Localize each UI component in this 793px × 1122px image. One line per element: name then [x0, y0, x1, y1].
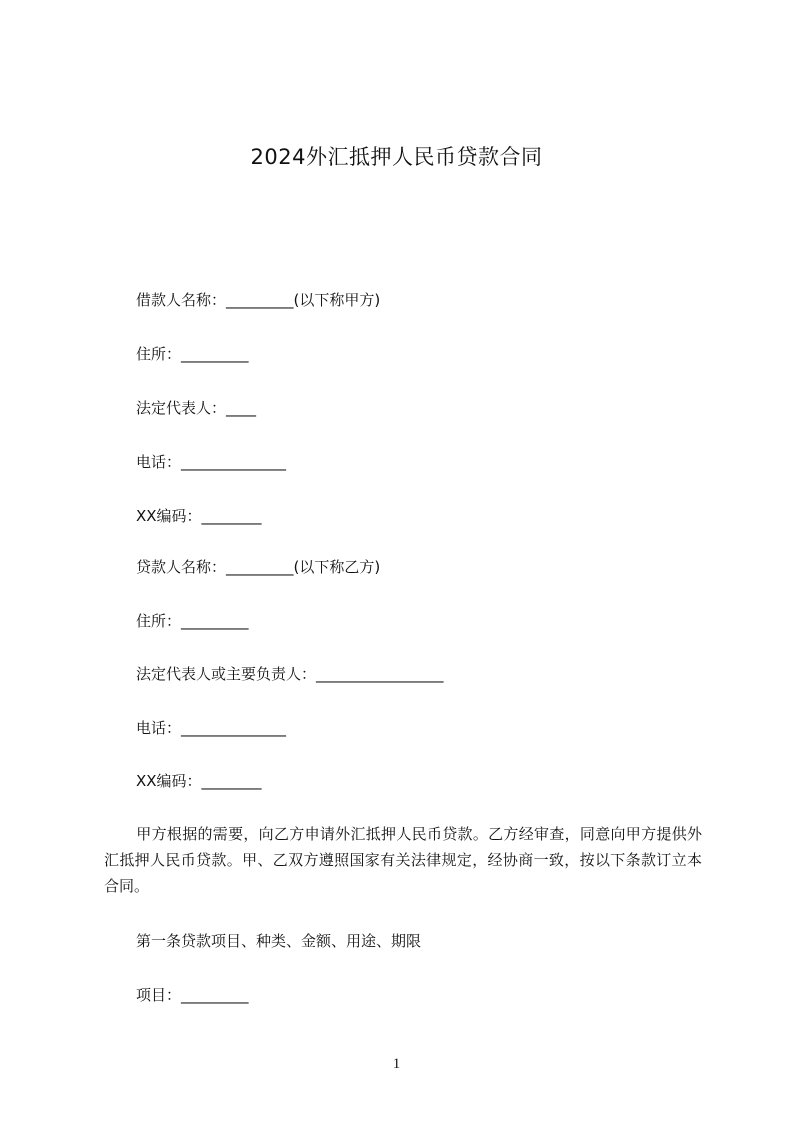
document-title: 2024外汇抵押人民币贷款合同	[250, 145, 543, 169]
borrower-address-line: 住所：_________	[136, 345, 249, 363]
lender-postcode-line: XX编码：________	[136, 772, 262, 790]
article-1-heading: 第一条贷款项目、种类、金额、用途、期限	[136, 932, 422, 950]
lender-address-line: 住所：_________	[136, 612, 249, 630]
page-number: 1	[392, 1056, 401, 1072]
borrower-phone-line: 电话：______________	[136, 453, 287, 471]
borrower-legal-rep-line: 法定代表人：____	[136, 399, 257, 417]
borrower-name-line: 借款人名称：_________(以下称甲方)	[136, 291, 381, 309]
lender-name-line: 贷款人名称：_________(以下称乙方)	[136, 558, 381, 576]
preamble-text: 甲方根据的需要，向乙方申请外汇抵押人民币贷款。乙方经审查，同意向甲方提供外汇抵押人民币贷款。甲、乙双方遵照国家有关法律规定，经协商一致，按以下条款订立本合同。	[104, 825, 702, 895]
project-line: 项目：_________	[136, 986, 249, 1004]
lender-legal-rep-line: 法定代表人或主要负责人：_________________	[136, 665, 444, 683]
preamble-paragraph	[104, 821, 702, 899]
lender-phone-line: 电话：______________	[136, 719, 287, 737]
borrower-postcode-line: XX编码：________	[136, 507, 262, 525]
